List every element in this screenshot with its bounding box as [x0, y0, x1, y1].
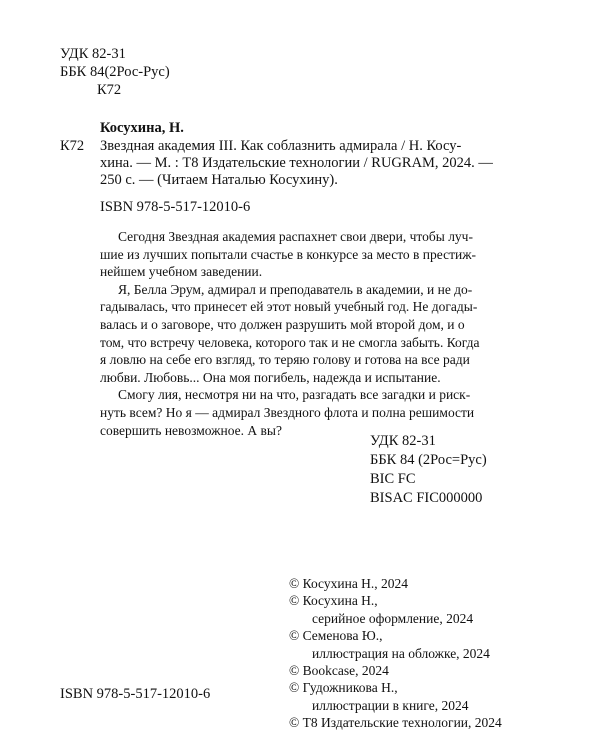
udk-code: УДК 82-31: [60, 46, 126, 62]
classification-line: BISAC FIC000000: [370, 490, 483, 506]
annotation-line: любви. Любовь... Она моя погибель, надежда и испытание.: [100, 369, 441, 385]
annotation-line: совершить невозможное. А вы?: [100, 422, 282, 438]
copyright-block: [289, 575, 502, 732]
annotation-line: Сегодня Звездная академия распахнет свои двери, чтобы луч-: [118, 229, 473, 244]
classification-line: BIC FC: [370, 471, 416, 487]
copyright-line: © Косухина Н., 2024: [289, 576, 409, 591]
copyright-line: © Т8 Издательские технологии, 2024: [289, 715, 502, 731]
copyright-line: © Гудожникова Н.,: [289, 680, 398, 696]
annotation-line: я ловлю на себе его взгляд, то теряю голову и готова на все ради: [100, 352, 470, 368]
annotation-line: Я, Белла Эрум, адмирал и преподаватель в академии, и не до-: [118, 281, 473, 297]
bibliography-description: [100, 138, 493, 189]
classification-line: УДК 82-31: [370, 433, 436, 449]
bibliography-author: Косухина, Н.: [100, 120, 184, 136]
annotation-line: Смогу лия, несмотря ни на что, разгадать все загадки и риск-: [118, 387, 471, 403]
bibliography-line: 250 с. — (Читаем Наталью Косухину).: [100, 172, 338, 188]
bibliography-code: К72: [60, 138, 85, 154]
annotation-line: том, что встречу человека, которого так и не смогла забыть. Когда: [100, 334, 480, 350]
annotation-line: валась и о заговоре, что должен разрушить мой второй дом, и о: [100, 316, 465, 332]
bibliography-line: хина. — М. : Т8 Издательские технологии / RUGRAM, 2024. —: [100, 155, 493, 171]
copyright-line: © Семенова Ю.,: [289, 628, 383, 644]
copyright-line: © Bookcase, 2024: [289, 663, 389, 679]
isbn-top: ISBN 978-5-517-12010-6: [100, 199, 251, 215]
annotation-line: гадывалась, что принесет ей этот новый учебный год. Не догады-: [100, 299, 478, 315]
bibliography-line: Звездная академия III. Как соблазнить адмирала / Н. Косу-: [100, 138, 462, 154]
bbk-code: ББК 84(2Рос-Рус): [60, 64, 170, 80]
annotation-line: шие из лучших попытали счастье в конкурсе за место в престиж-: [100, 246, 477, 262]
classification-line: ББК 84 (2Рос=Рус): [370, 452, 487, 468]
author-mark: К72: [97, 82, 122, 98]
copyright-line: © Косухина Н.,: [289, 593, 378, 609]
isbn-bottom: ISBN 978-5-517-12010-6: [60, 686, 211, 702]
copyright-line: серийное оформление, 2024: [312, 610, 474, 626]
classification-block: [370, 432, 487, 508]
annotation: [100, 228, 480, 439]
copyright-line: иллюстрации в книге, 2024: [312, 697, 469, 713]
annotation-line: нейшем учебном заведении.: [100, 264, 263, 280]
annotation-line: нуть всем? Но я — адмирал Звездного флота и полна решимости: [100, 404, 475, 420]
copyright-line: иллюстрация на обложке, 2024: [312, 645, 490, 661]
